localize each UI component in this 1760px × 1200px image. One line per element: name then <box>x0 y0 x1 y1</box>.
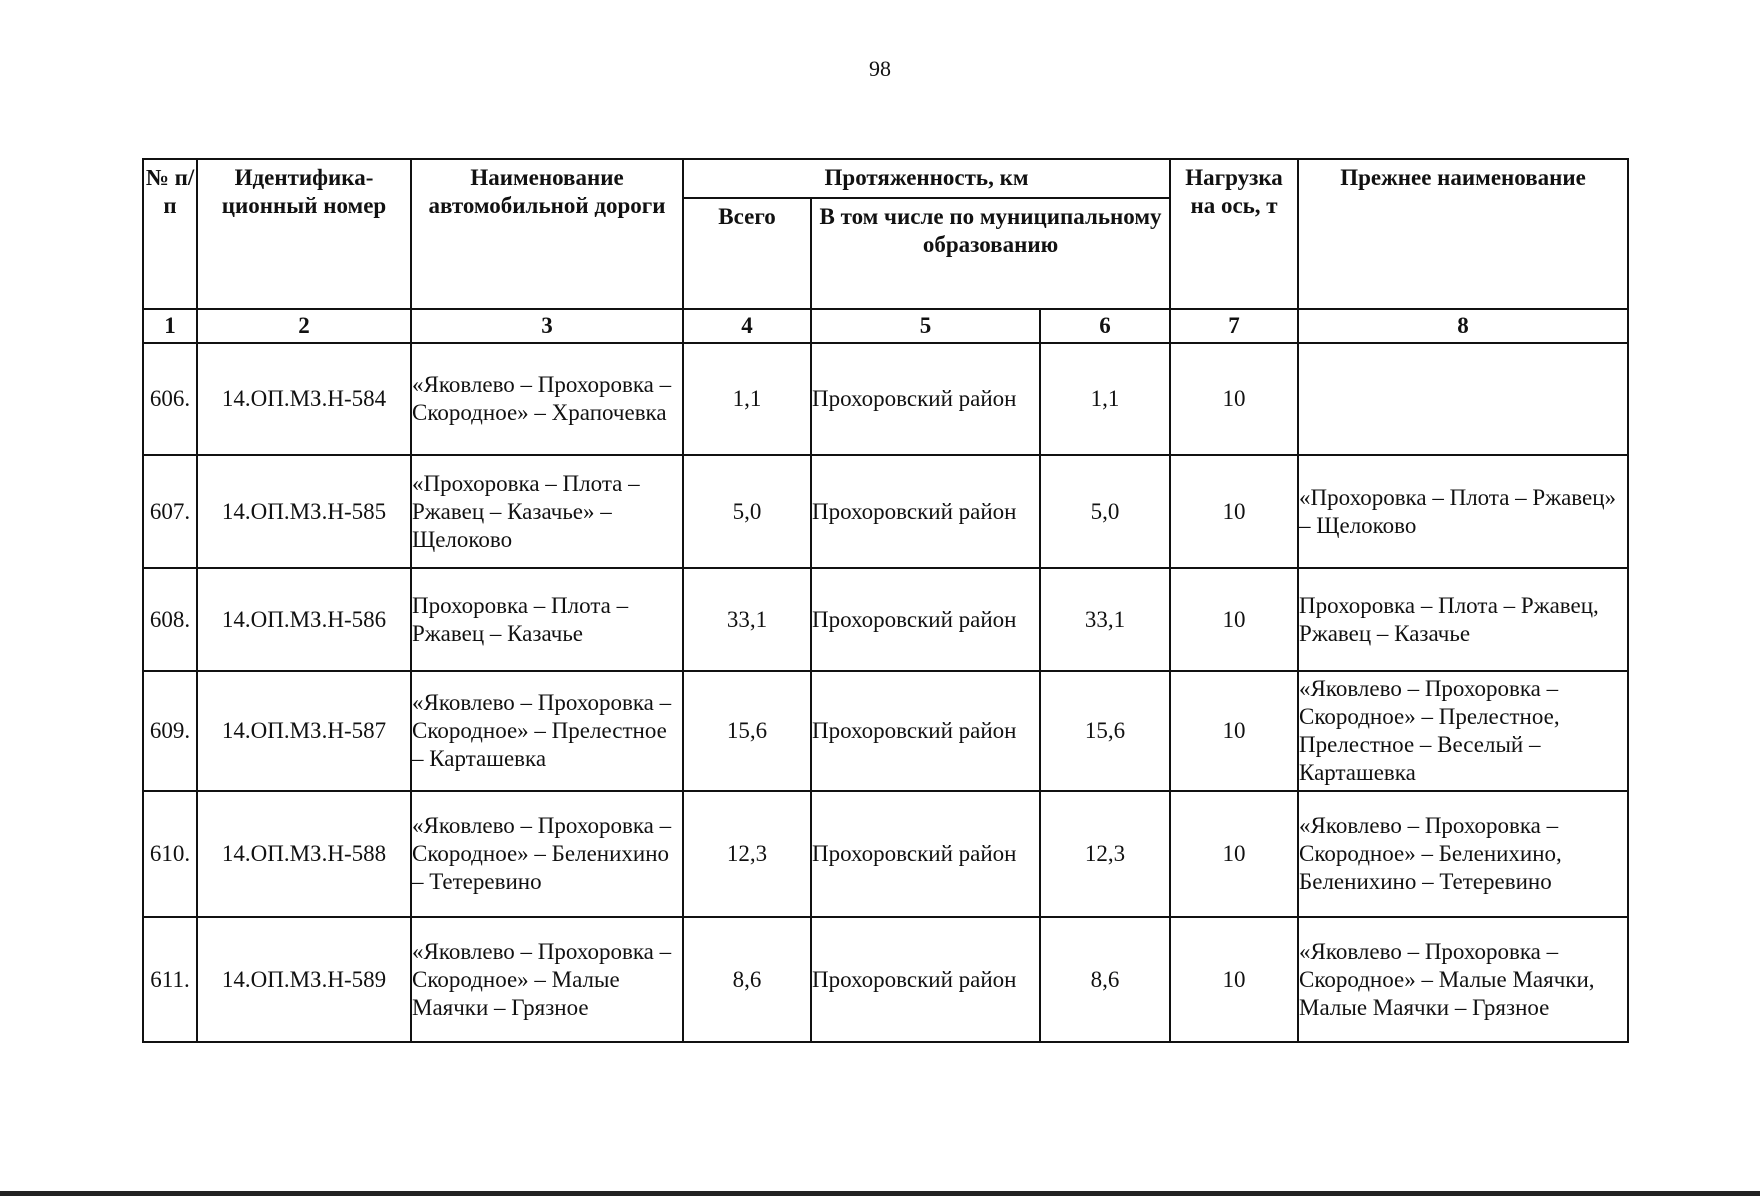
header-length: Протяженность, км <box>683 159 1170 198</box>
row-prev <box>1298 343 1628 455</box>
column-number: 5 <box>811 309 1040 343</box>
column-number: 6 <box>1040 309 1170 343</box>
row-total: 5,0 <box>683 455 811 568</box>
row-id: 14.ОП.МЗ.Н-587 <box>197 671 411 791</box>
header-load: Нагрузка на ось, т <box>1170 159 1298 309</box>
row-num: 609. <box>143 671 197 791</box>
header-incl: В том числе по муниципальному образованию <box>811 198 1170 309</box>
row-municipality: Прохоровский район <box>811 343 1040 455</box>
row-muni-length: 5,0 <box>1040 455 1170 568</box>
row-total: 1,1 <box>683 343 811 455</box>
row-prev: «Яковлево – Прохоровка – Скородное» – Беленихино, Беленихино – Тетеревино <box>1298 791 1628 917</box>
column-number: 2 <box>197 309 411 343</box>
row-name: «Прохоровка – Плота – Ржавец – Казачье» – Щелоково <box>411 455 683 568</box>
row-id: 14.ОП.МЗ.Н-586 <box>197 568 411 671</box>
row-total: 15,6 <box>683 671 811 791</box>
table-row <box>143 671 1628 791</box>
row-total: 33,1 <box>683 568 811 671</box>
row-num: 606. <box>143 343 197 455</box>
row-name: «Яковлево – Прохоровка – Скородное» – Храпочевка <box>411 343 683 455</box>
column-number: 1 <box>143 309 197 343</box>
header-prev: Прежнее наименование <box>1298 159 1628 309</box>
row-municipality: Прохоровский район <box>811 791 1040 917</box>
row-municipality: Прохоровский район <box>811 455 1040 568</box>
row-num: 610. <box>143 791 197 917</box>
row-load: 10 <box>1170 917 1298 1042</box>
page-number: 98 <box>869 56 891 81</box>
table-row <box>143 343 1628 455</box>
row-id: 14.ОП.МЗ.Н-588 <box>197 791 411 917</box>
header-id: Идентифика-ционный номер <box>197 159 411 309</box>
table-row <box>143 917 1628 1042</box>
row-load: 10 <box>1170 568 1298 671</box>
row-name: Прохоровка – Плота – Ржавец – Казачье <box>411 568 683 671</box>
row-id: 14.ОП.МЗ.Н-584 <box>197 343 411 455</box>
row-load: 10 <box>1170 343 1298 455</box>
row-id: 14.ОП.МЗ.Н-585 <box>197 455 411 568</box>
row-municipality: Прохоровский район <box>811 568 1040 671</box>
row-total: 8,6 <box>683 917 811 1042</box>
table-row <box>143 455 1628 568</box>
row-num: 611. <box>143 917 197 1042</box>
row-load: 10 <box>1170 455 1298 568</box>
column-number: 8 <box>1298 309 1628 343</box>
column-number: 4 <box>683 309 811 343</box>
row-municipality: Прохоровский район <box>811 671 1040 791</box>
row-muni-length: 15,6 <box>1040 671 1170 791</box>
row-prev: «Яковлево – Прохоровка – Скородное» – Прелестное, Прелестное – Веселый – Карташевка <box>1298 671 1628 791</box>
column-number: 3 <box>411 309 683 343</box>
scan-edge-line <box>0 1191 1760 1196</box>
row-name: «Яковлево – Прохоровка – Скородное» – Прелестное – Карташевка <box>411 671 683 791</box>
row-total: 12,3 <box>683 791 811 917</box>
header-total: Всего <box>683 198 811 309</box>
row-load: 10 <box>1170 791 1298 917</box>
row-num: 607. <box>143 455 197 568</box>
header-name: Наименование автомобильной дороги <box>411 159 683 309</box>
row-name: «Яковлево – Прохоровка – Скородное» – Малые Маячки – Грязное <box>411 917 683 1042</box>
row-name: «Яковлево – Прохоровка – Скородное» – Беленихино – Тетеревино <box>411 791 683 917</box>
row-prev: «Прохоровка – Плота – Ржавец» – Щелоково <box>1298 455 1628 568</box>
row-load: 10 <box>1170 671 1298 791</box>
row-muni-length: 1,1 <box>1040 343 1170 455</box>
row-muni-length: 33,1 <box>1040 568 1170 671</box>
row-num: 608. <box>143 568 197 671</box>
table-row <box>143 791 1628 917</box>
row-id: 14.ОП.МЗ.Н-589 <box>197 917 411 1042</box>
roads-table <box>142 158 1629 1043</box>
row-prev: Прохоровка – Плота – Ржавец, Ржавец – Казачье <box>1298 568 1628 671</box>
row-muni-length: 8,6 <box>1040 917 1170 1042</box>
column-number: 7 <box>1170 309 1298 343</box>
header-num: № п/п <box>143 159 197 309</box>
row-muni-length: 12,3 <box>1040 791 1170 917</box>
table-row <box>143 568 1628 671</box>
header-row-1 <box>143 159 1628 198</box>
column-number-row <box>143 309 1628 343</box>
row-municipality: Прохоровский район <box>811 917 1040 1042</box>
row-prev: «Яковлево – Прохоровка – Скородное» – Малые Маячки, Малые Маячки – Грязное <box>1298 917 1628 1042</box>
